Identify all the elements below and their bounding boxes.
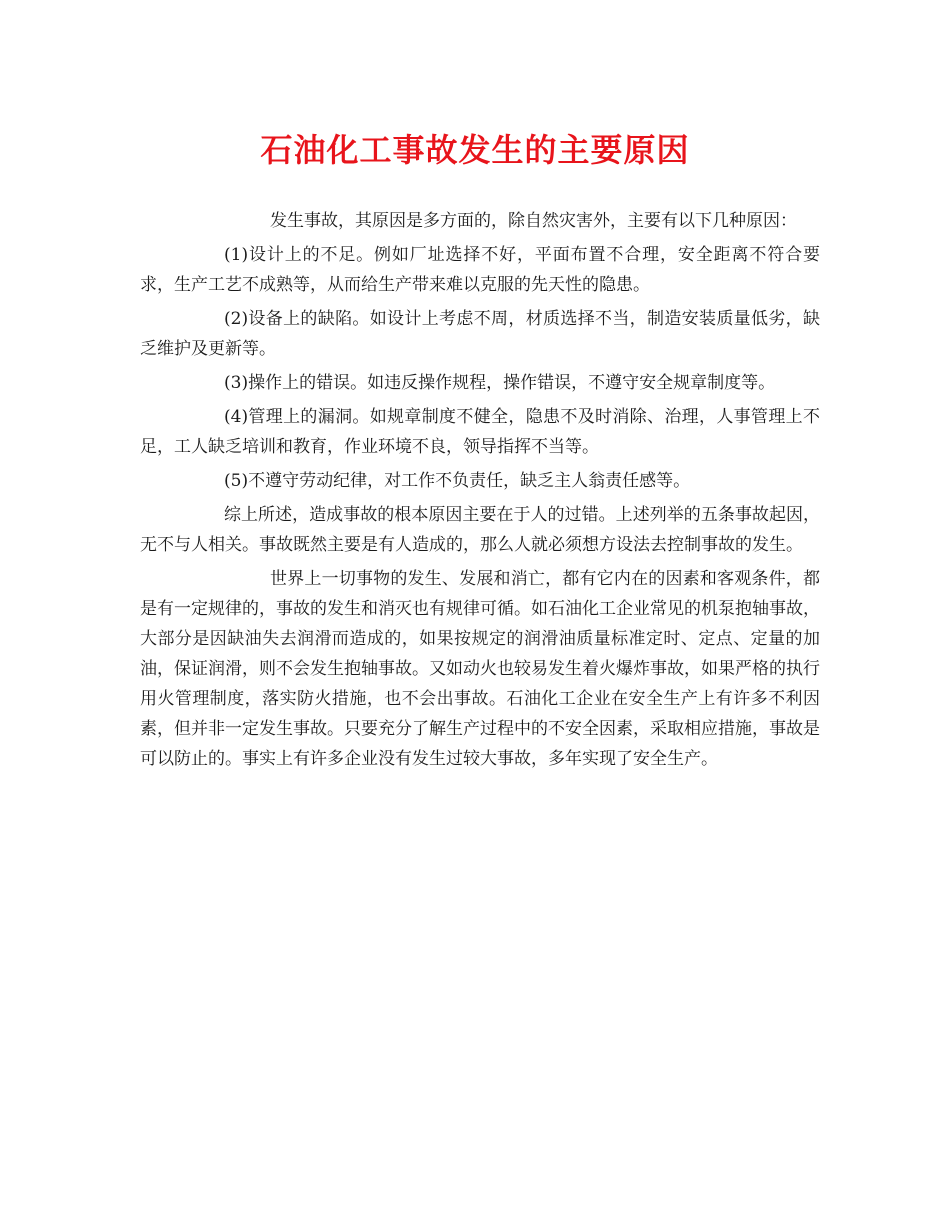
paragraph-conclusion: 世界上一切事物的发生、发展和消亡，都有它内在的因素和客观条件，都是有一定规律的，事故的发生和消灭也有规律可循。如石油化工企业常见的机泵抱轴事故，大部分是因缺油失去润滑而造成的，如果按规定的润滑油质量标准定时、定点、定量的加油，保证润滑，则不会发生抱轴事故。又如动火也较易发生着火爆炸事故，如果严格的执行用火管理制度，落实防火措施，也不会出事故。石油化工企业在安全生产上有许多不利因素，但并非一定发生事故。只要充分了解生产过程中的不安全因素，采取相应措施，事故是可以防止的。事实上有许多企业没有发生过较大事故，多年实现了安全生产。	[140, 569, 820, 769]
paragraph-cause-5: (5)不遵守劳动纪律，对工作不负责任，缺乏主人翁责任感等。	[224, 471, 691, 491]
paragraph-cause-4: (4)管理上的漏洞。如规章制度不健全，隐患不及时消除、治理，人事管理上不足，工人缺乏培训和教育，作业环境不良，领导指挥不当等。	[140, 407, 820, 457]
paragraph-summary: 综上所述，造成事故的根本原因主要在于人的过错。上述列举的五条事故起因，无不与人相关。事故既然主要是有人造成的，那么人就必须想方设法去控制事故的发生。	[140, 505, 820, 555]
paragraph-cause-2: (2)设备上的缺陷。如设计上考虑不周，材质选择不当，制造安装质量低劣，缺乏维护及更新等。	[140, 309, 820, 359]
paragraph-intro: 发生事故，其原因是多方面的，除自然灾害外，主要有以下几种原因：	[270, 211, 797, 231]
document-body	[140, 206, 820, 778]
paragraph-cause-3: (3)操作上的错误。如违反操作规程，操作错误，不遵守安全规章制度等。	[224, 373, 776, 393]
paragraph-cause-1: (1)设计上的不足。例如厂址选择不好，平面布置不合理，安全距离不符合要求，生产工艺不成熟等，从而给生产带来难以克服的先天性的隐患。	[140, 245, 820, 295]
document-title: 石油化工事故发生的主要原因	[260, 131, 690, 169]
